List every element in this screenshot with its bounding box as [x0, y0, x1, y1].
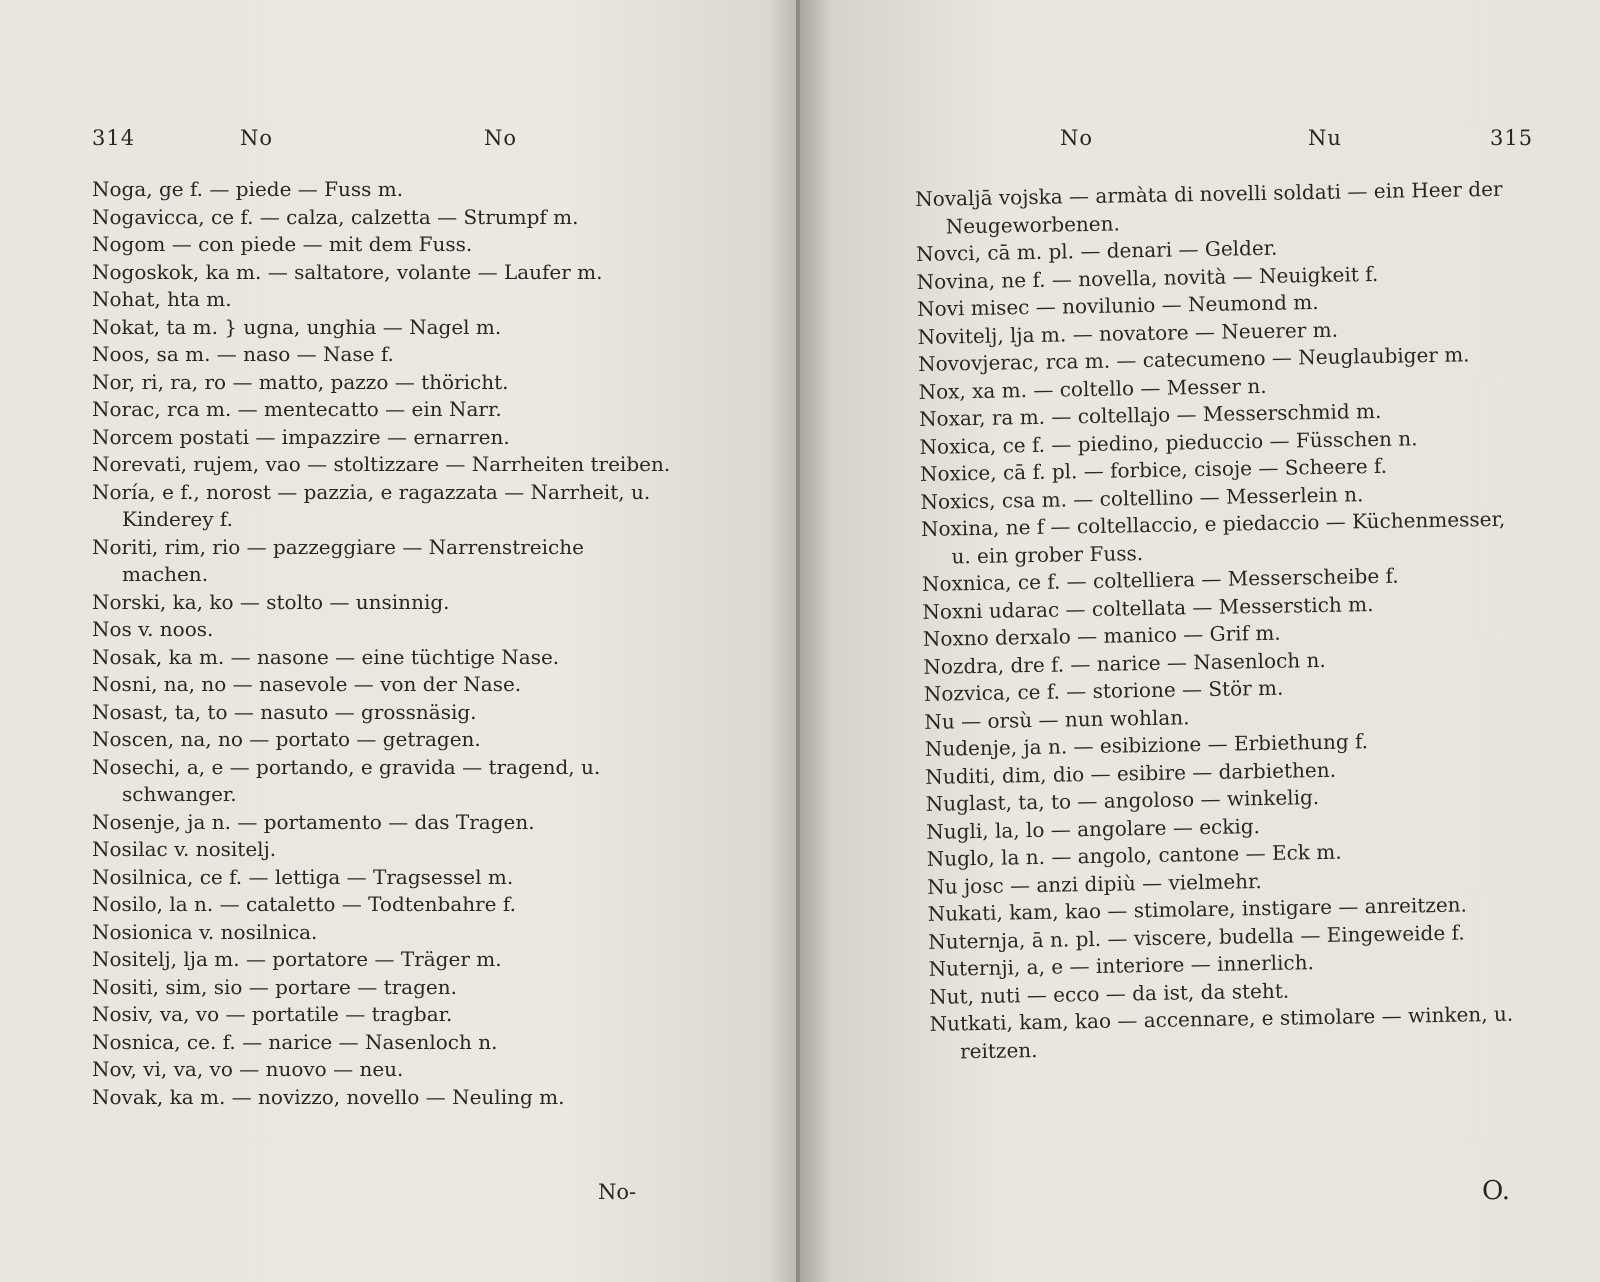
- dictionary-entry: Noriti, rim, rio — pazzeggiare — Narrenstreiche machen.: [92, 534, 584, 586]
- left-entry-list: [92, 176, 672, 1111]
- dictionary-entry: Nosni, na, no — nasevole — von der Nase.: [92, 672, 522, 696]
- dictionary-entry: Noscen, na, no — portato — getragen.: [92, 727, 481, 751]
- dictionary-entry: Noxno derxalo — manico — Grif m.: [922, 620, 1281, 651]
- header-word-right: Nu: [1308, 126, 1342, 150]
- dictionary-entry: Noxina, ne f — coltellaccio, e piedaccio — Küchenmesser, u. ein grober Fuss.: [920, 506, 1506, 568]
- left-page-header: [92, 126, 692, 156]
- dictionary-entry: Nuternja, ā n. pl. — viscere, budella — Eingeweide f.: [927, 920, 1465, 954]
- catchword: O.: [1482, 1176, 1511, 1206]
- dictionary-entry: Noos, sa m. — naso — Nase f.: [92, 342, 394, 366]
- dictionary-entry: Norski, ka, ko — stolto — unsinnig.: [92, 589, 450, 614]
- right-entry-list: [915, 176, 1530, 1066]
- header-word-right: No: [484, 126, 518, 150]
- dictionary-entry: Nut, nuti — ecco — da ist, da steht.: [928, 978, 1290, 1009]
- right-page-header: [1060, 126, 1540, 156]
- dictionary-entry: Nox, xa m. — coltello — Messer n.: [918, 373, 1267, 404]
- dictionary-entry: Nosast, ta, to — nasuto — grossnäsig.: [92, 699, 477, 724]
- dictionary-entry: Nosionica v. nosilnica.: [92, 919, 318, 944]
- dictionary-entry: Nosnica, ce. f. — narice — Nasenloch n.: [92, 1029, 498, 1054]
- dictionary-entry: Nogom — con piede — mit dem Fuss.: [92, 232, 473, 256]
- dictionary-entry: Nugli, la, lo — angolare — eckig.: [926, 813, 1261, 844]
- dictionary-entry: Norac, rca m. — mentecatto — ein Narr.: [92, 397, 502, 421]
- dictionary-entry: Novaljā vojska — armàta di novelli soldati — ein Heer der Neugeworbenen.: [915, 176, 1503, 238]
- dictionary-entry: Nuglo, la n. — angolo, cantone — Eck m.: [926, 839, 1342, 871]
- dictionary-entry: Novak, ka m. — novizzo, novello — Neuling m.: [92, 1084, 565, 1109]
- dictionary-entry: Nu — orsù — nun wohlan.: [924, 704, 1190, 734]
- dictionary-entry: Nov, vi, va, vo — nuovo — neu.: [92, 1057, 404, 1081]
- dictionary-entry: Norevati, rujem, vao — stoltizzare — Narrheiten treiben.: [92, 452, 671, 476]
- dictionary-entry: Novina, ne f. — novella, novità — Neuigkeit f.: [916, 261, 1379, 294]
- dictionary-entry: Novovjerac, rca m. — catecumeno — Neuglaubiger m.: [917, 342, 1470, 376]
- dictionary-entry: Noría, e f., norost — pazzia, e ragazzata — Narrheit, u. Kinderey f.: [92, 479, 651, 531]
- dictionary-entry: Noxar, ra m. — coltellajo — Messerschmid m.: [918, 398, 1382, 431]
- dictionary-entry: Nosechi, a, e — portando, e gravida — tragend, u. schwanger.: [92, 754, 601, 806]
- dictionary-entry: Nosilac v. nositelj.: [92, 837, 277, 861]
- dictionary-entry: Nohat, hta m.: [92, 287, 232, 311]
- dictionary-entry: Nositi, sim, sio — portare — tragen.: [92, 974, 457, 999]
- dictionary-entry: Nos v. noos.: [92, 617, 214, 641]
- dictionary-entry: Nozdra, dre f. — narice — Nasenloch n.: [923, 647, 1326, 679]
- dictionary-entry: Nosenje, ja n. — portamento — das Tragen.: [92, 809, 535, 834]
- dictionary-entry: Noxnica, ce f. — coltelliera — Messerscheibe f.: [921, 563, 1399, 596]
- dictionary-entry: Nu josc — anzi dipiù — vielmehr.: [927, 868, 1262, 899]
- right-page: [800, 0, 1600, 1282]
- page-number: 314: [92, 126, 136, 150]
- page-number: 315: [1490, 126, 1534, 150]
- dictionary-entry: Nosilnica, ce f. — lettiga — Tragsessel m.: [92, 864, 514, 889]
- dictionary-entry: Noxice, cā f. pl. — forbice, cisoje — Scheere f.: [919, 453, 1388, 486]
- dictionary-entry: Novci, cā m. pl. — denari — Gelder.: [915, 235, 1278, 266]
- dictionary-entry: Noxni udarac — coltellata — Messerstich m.: [922, 591, 1374, 624]
- dictionary-entry: Nozvica, ce f. — storione — Stör m.: [923, 675, 1284, 706]
- dictionary-entry: Nosak, ka m. — nasone — eine tüchtige Nase.: [92, 644, 560, 669]
- header-word-left: No: [240, 126, 274, 150]
- dictionary-entry: Nukati, kam, kao — stimolare, instigare — anreitzen.: [927, 892, 1468, 926]
- dictionary-entry: Nosiv, va, vo — portatile — tragbar.: [92, 1002, 453, 1026]
- dictionary-entry: Nogavicca, ce f. — calza, calzetta — Strumpf m.: [92, 204, 579, 229]
- dictionary-entry: Noga, ge f. — piede — Fuss m.: [92, 177, 404, 201]
- dictionary-entry: Nokat, ta m. } ugna, unghia — Nagel m.: [92, 314, 502, 339]
- dictionary-entry: Nosilo, la n. — cataletto — Todtenbahre f.: [92, 892, 516, 916]
- dictionary-entry: Nuditi, dim, dio — esibire — darbiethen.: [925, 757, 1337, 789]
- dictionary-entry: Nor, ri, ra, ro — matto, pazzo — thöricht.: [92, 369, 509, 394]
- dictionary-entry: Noxica, ce f. — piedino, pieduccio — Füsschen n.: [919, 425, 1418, 459]
- dictionary-entry: Novi misec — novilunio — Neumond m.: [916, 289, 1319, 321]
- dictionary-entry: Noxics, csa m. — coltellino — Messerlein n.: [920, 481, 1364, 514]
- header-word-left: No: [1060, 126, 1094, 150]
- dictionary-entry: Novitelj, lja m. — novatore — Neuerer m.: [917, 317, 1339, 349]
- dictionary-entry: Nuternji, a, e — interiore — innerlich.: [928, 950, 1315, 981]
- dictionary-entry: Nuglast, ta, to — angoloso — winkelig.: [925, 785, 1320, 816]
- dictionary-entry: Nositelj, lja m. — portatore — Träger m.: [92, 947, 502, 971]
- dictionary-entry: Norcem postati — impazzire — ernarren.: [92, 424, 510, 449]
- catchword: No-: [598, 1180, 637, 1204]
- dictionary-entry: Nogoskok, ka m. — saltatore, volante — Laufer m.: [92, 259, 603, 284]
- dictionary-entry: Nudenje, ja n. — esibizione — Erbiethung f.: [924, 729, 1369, 761]
- dictionary-entry: Nutkati, kam, kao — accennare, e stimolare — winken, u. reitzen.: [929, 1001, 1514, 1063]
